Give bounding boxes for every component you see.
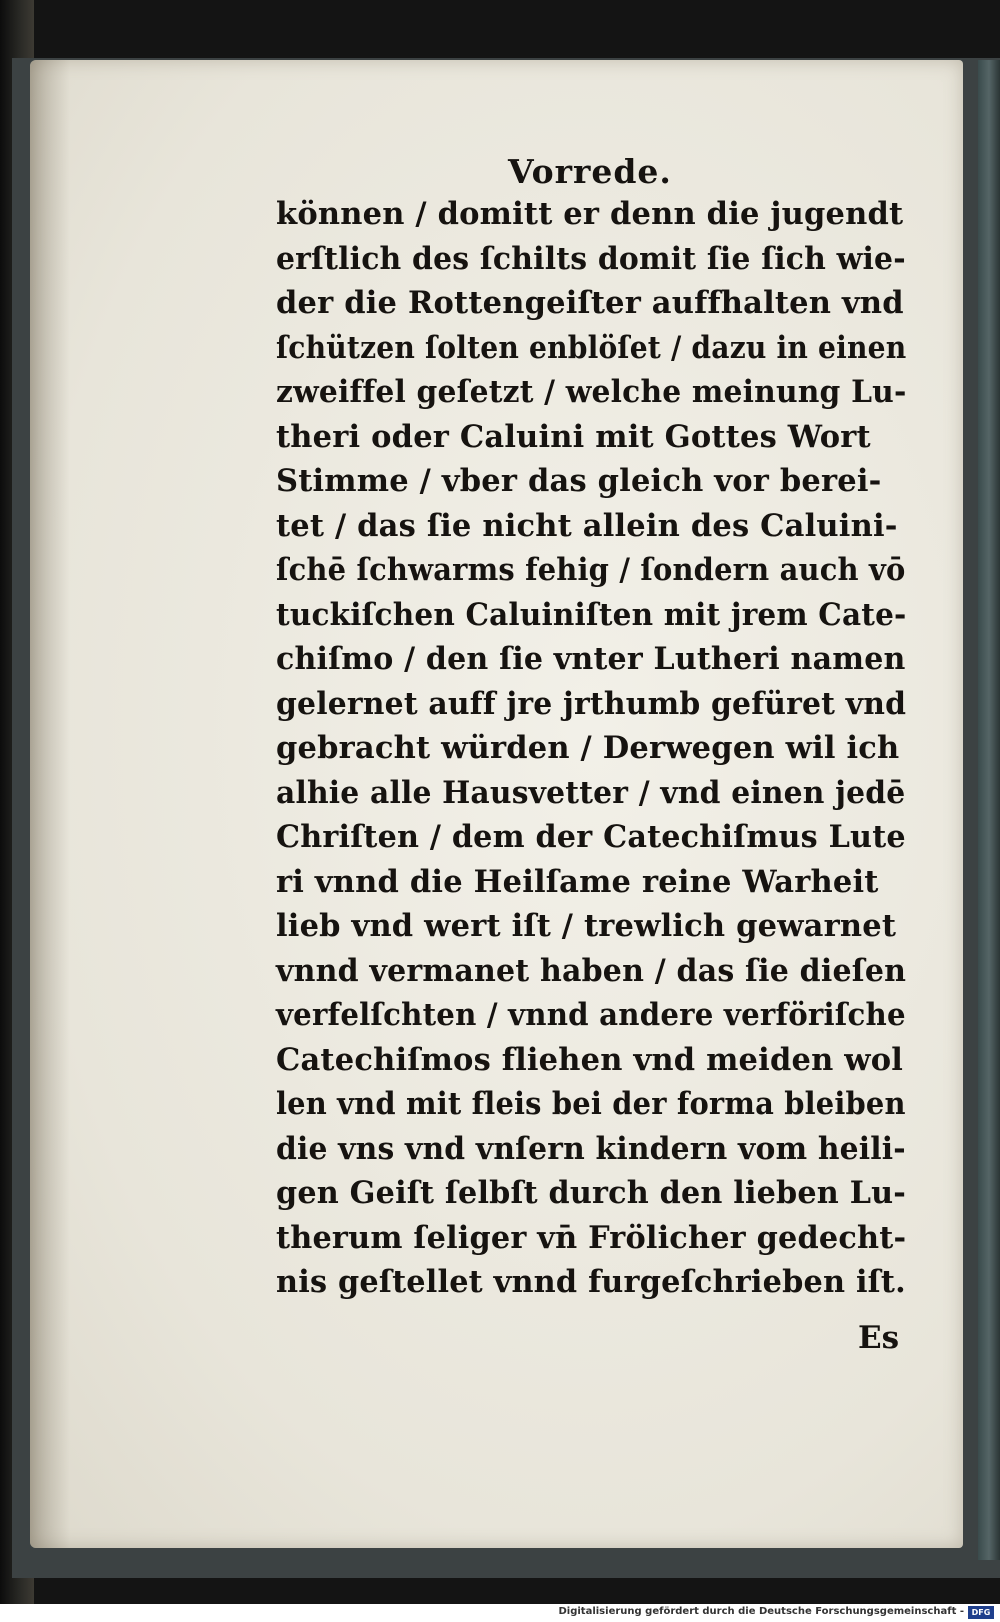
text-line: gebracht würden / Derwegen wil ich: [276, 730, 900, 766]
text-line: len vnd mit fleis bei der forma bleiben: [276, 1086, 906, 1122]
running-head: Vorrede.: [508, 152, 672, 191]
text-line: gelernet auff jre jrthumb gefüret vnd: [276, 685, 907, 722]
text-line: chiſmo / den ſie vnter Lutheri namen: [276, 641, 906, 677]
page-gutter-shadow: [30, 60, 70, 1548]
text-line: theri oder Caluini mit Gottes Wort: [276, 418, 871, 455]
text-line: Chriſten / dem der Catechiſmus Lute: [276, 819, 906, 855]
text-line: ſchē ſchwarms fehig / ſondern auch vō: [276, 552, 906, 588]
text-line: tet / das ſie nicht allein des Caluini-: [276, 507, 898, 544]
body-text: [276, 192, 916, 1305]
text-line: nis geſtellet vnnd furgeſchrieben iſt.: [276, 1264, 906, 1300]
text-line: verfelſchten / vnnd andere verföriſche: [276, 997, 906, 1033]
text-line: ſchützen ſolten enblöſet / dazu in einen: [276, 329, 907, 366]
text-line: Stimme / vber das gleich vor berei-: [276, 463, 882, 499]
text-line: können / domitt er denn die jugendt: [276, 196, 904, 232]
text-line: gen Geiſt ſelbſt durch den lieben Lu-: [276, 1175, 907, 1211]
text-line: die vns vnd vnſern kindern vom heili-: [276, 1130, 906, 1167]
catchword: Es: [858, 1320, 900, 1356]
text-line: lieb vnd wert iſt / trewlich gewarnet: [276, 908, 897, 944]
dfg-logo-icon: DFG: [968, 1606, 994, 1619]
text-line: vnnd vermanet haben / das ſie dieſen: [276, 952, 907, 989]
footer-credit: Digitalisierung gefördert durch die Deutsche Forschungsgemeinschaft -: [558, 1606, 964, 1617]
text-line: therum ſeliger vn̄ Frölicher gedecht-: [276, 1219, 907, 1256]
text-line: erſtlich des ſchilts domit ſie ſich wie-: [276, 240, 906, 277]
text-line: ri vnnd die Heilſame reine Warheit: [276, 863, 879, 900]
text-line: der die Rottengeiſter auffhalten vnd: [276, 285, 904, 321]
text-line: zweiffel geſetzt / welche meinung Lu-: [276, 374, 907, 410]
text-line: tuckiſchen Caluiniſten mit jrem Cate-: [276, 596, 907, 633]
text-line: alhie alle Hausvetter / vnd einen jedē: [276, 774, 906, 811]
book-cover-edge: [978, 60, 1000, 1560]
text-line: Catechiſmos fliehen vnd meiden wol: [276, 1041, 904, 1078]
